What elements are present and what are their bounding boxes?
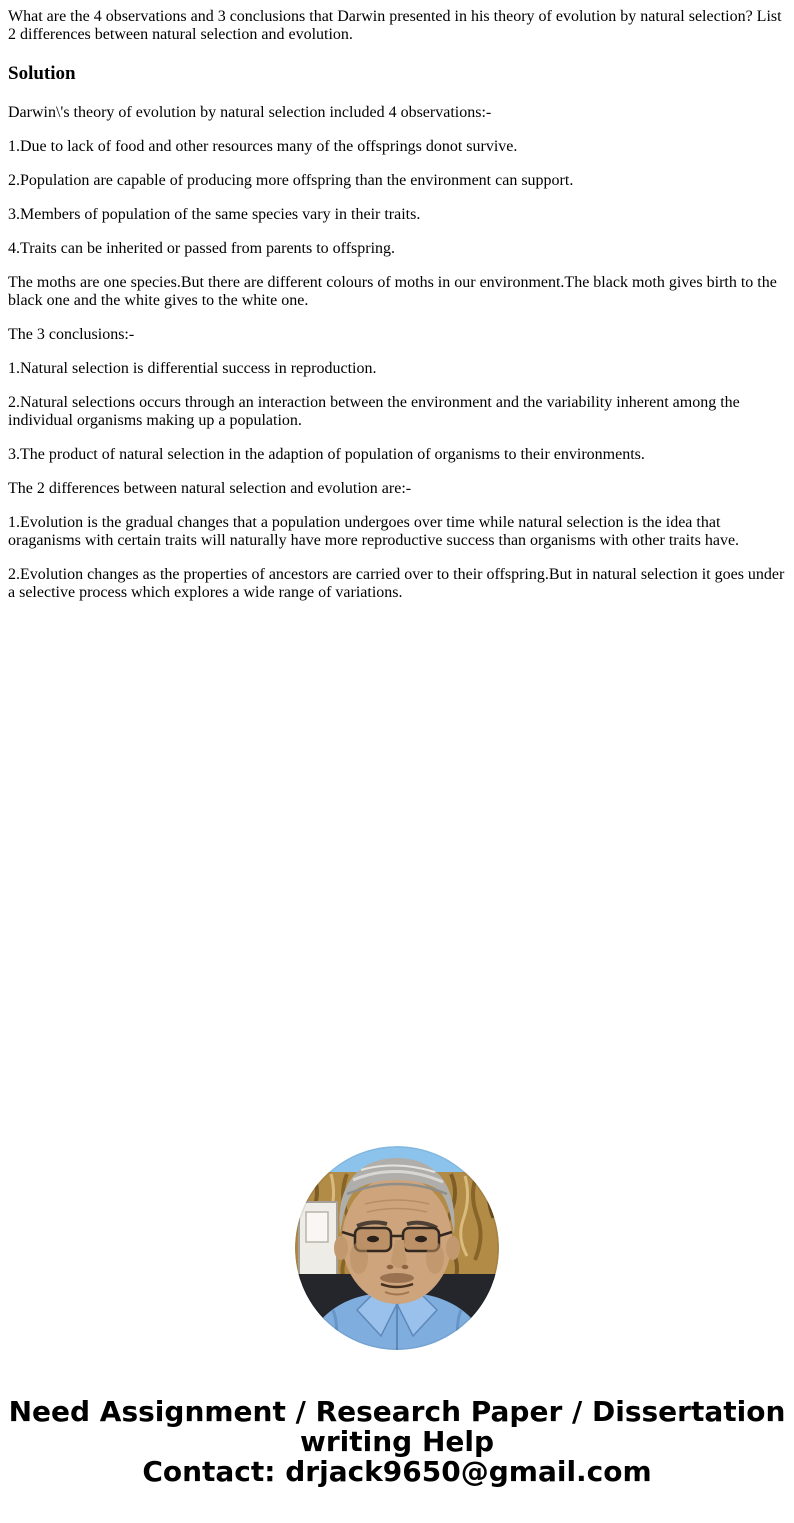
help-offer-text: Need Assignment / Research Paper / Dissertation writing Help	[8, 1395, 786, 1458]
solution-paragraph: 3.Members of population of the same species vary in their traits.	[8, 206, 421, 223]
solution-heading: Solution	[8, 63, 76, 84]
solution-paragraph: 2.Evolution changes as the properties of ancestors are carried over to their offspring.But in natural selection it goes under a selective process which explores a wide range of variations.	[8, 566, 785, 601]
solution-paragraph: The 2 differences between natural selection and evolution are:-	[8, 480, 412, 497]
solution-document	[8, 8, 786, 1487]
footer-banner	[8, 1397, 786, 1487]
solution-paragraph: 2.Natural selections occurs through an interaction between the environment and the variability inherent among the individual organisms making up a population.	[8, 394, 740, 429]
solution-paragraph: 1.Natural selection is differential success in reproduction.	[8, 360, 377, 377]
solution-paragraph: Darwin\'s theory of evolution by natural selection included 4 observations:-	[8, 104, 492, 121]
tutor-avatar	[295, 1146, 499, 1350]
question-text: What are the 4 observations and 3 conclusions that Darwin presented in his theory of evolution by natural selection? List 2 differences between natural selection and evolution.	[8, 8, 782, 43]
contact-email-text: Contact: drjack9650@gmail.com	[142, 1455, 652, 1488]
solution-paragraph: 1.Due to lack of food and other resources many of the offsprings donot survive.	[8, 138, 518, 155]
solution-paragraph: The 3 conclusions:-	[8, 326, 135, 343]
solution-paragraph: 2.Population are capable of producing more offspring than the environment can support.	[8, 172, 574, 189]
solution-paragraph: The moths are one species.But there are different colours of moths in our environment.The black moth gives birth to the black one and the white gives to the white one.	[8, 274, 777, 309]
solution-paragraph: 4.Traits can be inherited or passed from parents to offspring.	[8, 240, 396, 257]
solution-paragraph: 1.Evolution is the gradual changes that a population undergoes over time while natural selection is the idea that oraganisms with certain traits will naturally have more reproductive success than organisms with other traits have.	[8, 514, 740, 549]
tutor-photo-illustration	[295, 1146, 499, 1350]
solution-paragraph: 3.The product of natural selection in the adaption of population of organisms to their environments.	[8, 446, 645, 463]
